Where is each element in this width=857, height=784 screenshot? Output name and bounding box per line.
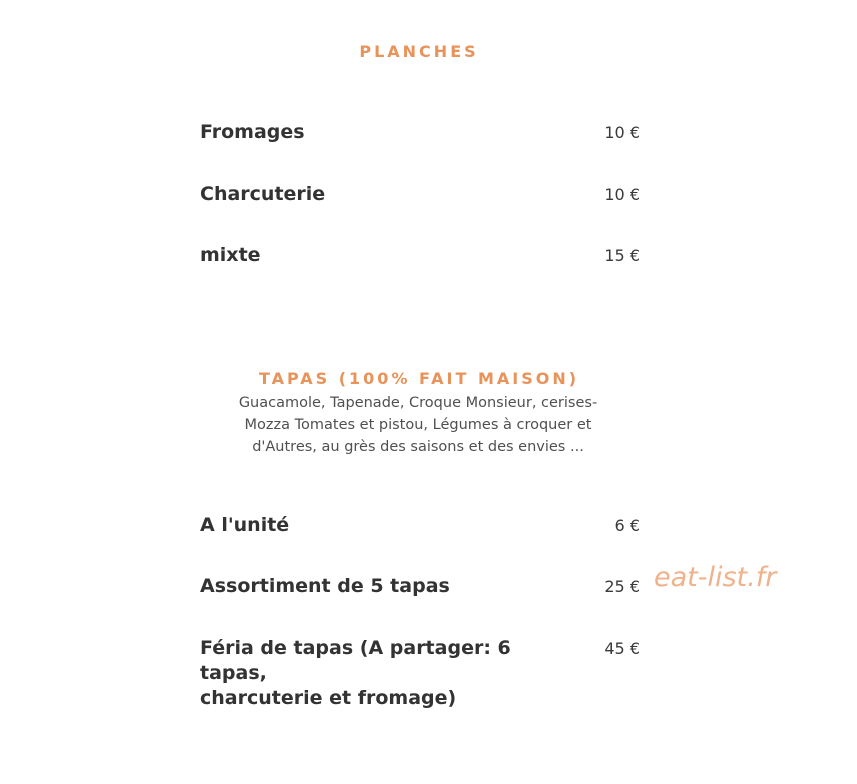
item-price: 25 € [604, 577, 640, 596]
item-price: 6 € [614, 516, 640, 535]
item-name-line: Féria de tapas (A partager: 6 tapas, [200, 637, 511, 684]
tapas-title: TAPAS (100% FAIT MAISON) [258, 369, 580, 388]
description-line: Guacamole, Tapenade, Croque Monsieur, cerises- [238, 395, 598, 411]
item-name [200, 636, 570, 711]
watermark: eat-list.fr [654, 562, 777, 593]
item-price: 10 € [604, 185, 640, 204]
item-name: Assortiment de 5 tapas [200, 575, 450, 597]
planches-title: PLANCHES [359, 42, 479, 61]
item-price: 15 € [604, 246, 640, 265]
tapas-description [218, 392, 618, 458]
description-line: Mozza Tomates et pistou, Légumes à croquer et [244, 417, 592, 433]
item-price: 45 € [604, 639, 640, 658]
description-line: d'Autres, au grès des saisons et des envies ... [252, 439, 584, 455]
item-name: mixte [200, 244, 261, 266]
item-name: Fromages [200, 121, 305, 143]
item-name: A l'unité [200, 514, 290, 536]
item-price: 10 € [604, 123, 640, 142]
item-name-line: charcuterie et fromage) [200, 687, 457, 709]
item-name: Charcuterie [200, 183, 326, 205]
